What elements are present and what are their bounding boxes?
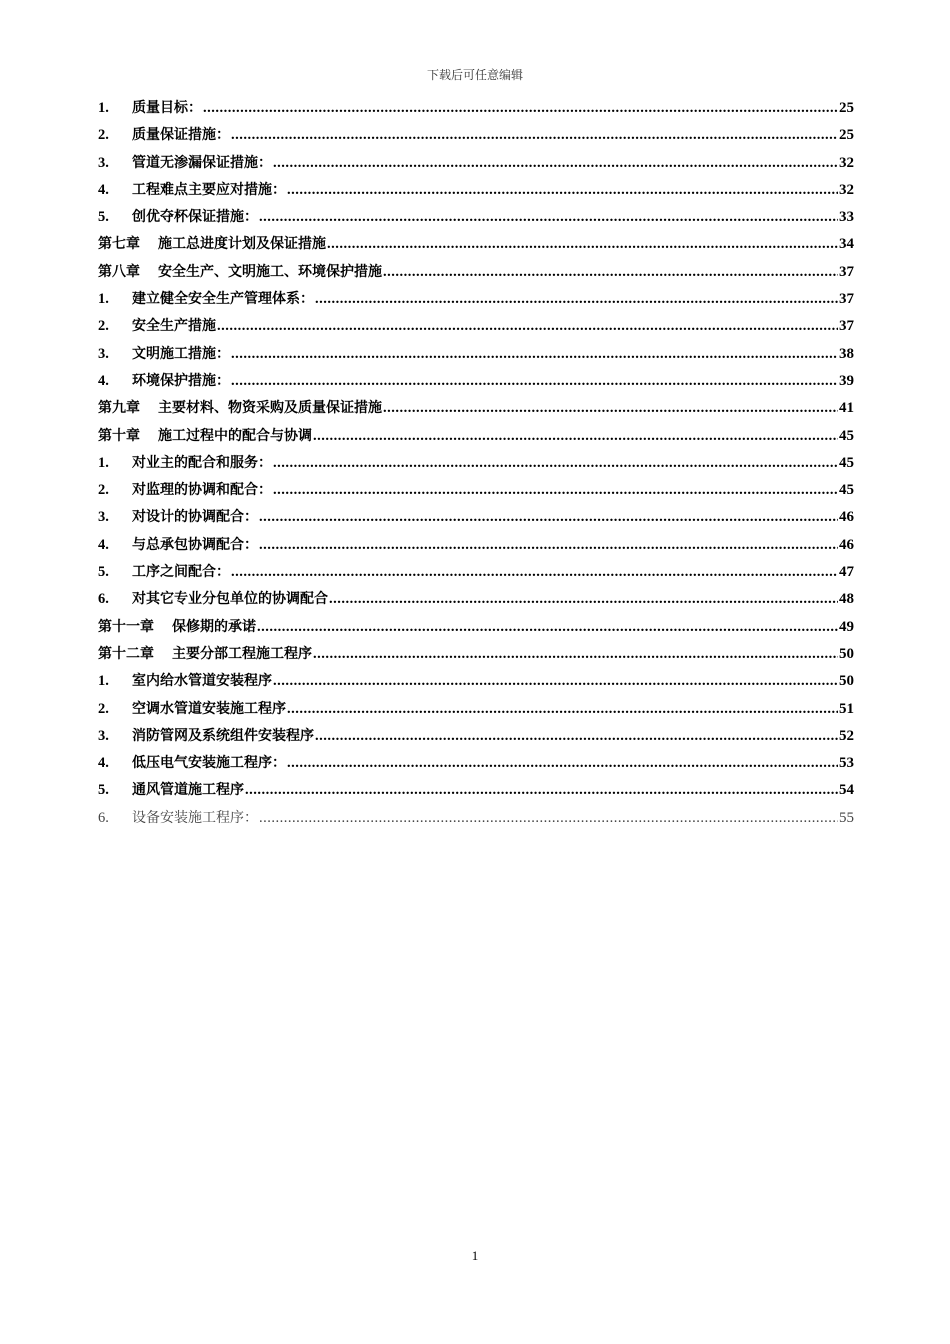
toc-entry-page: 37 [839,318,854,335]
toc-entry-number: 5. [98,564,109,581]
toc-section-entry[interactable] [98,696,854,723]
toc-dot-leader [287,696,838,723]
toc-section-entry[interactable] [98,586,854,613]
toc-section-entry[interactable] [98,532,854,559]
toc-entry-page: 41 [839,400,854,417]
toc-entry-page: 48 [839,591,854,608]
toc-section-entry[interactable] [98,150,854,177]
toc-entry-page: 46 [839,536,854,553]
toc-dot-leader [259,532,838,559]
toc-dot-leader [313,641,838,668]
toc-entry-number: 5. [98,209,109,226]
toc-entry-page: 32 [839,154,854,171]
toc-entry-number: 2. [98,482,109,499]
toc-dot-leader [203,95,838,122]
toc-dot-leader [257,614,838,641]
toc-entry-title: 质量保证措施： [132,127,230,144]
toc-entry-title: 工程难点主要应对措施： [132,181,286,198]
toc-entry-page: 45 [839,427,854,444]
toc-section-entry[interactable] [98,668,854,695]
toc-section-entry[interactable] [98,286,854,313]
toc-entry-page: 25 [839,127,854,144]
toc-entry-page: 50 [839,673,854,690]
toc-entry-title: 工序之间配合： [132,564,230,581]
toc-dot-leader [313,423,838,450]
toc-entry-number: 第十二章 [98,645,154,662]
toc-entry-page: 49 [839,618,854,635]
toc-entry-title: 质量目标： [132,100,202,116]
toc-entry-page: 32 [839,181,854,198]
toc-entry-title: 安全生产、文明施工、环境保护措施 [158,263,382,280]
toc-section-entry[interactable] [98,805,854,832]
toc-entry-number: 1. [98,291,109,308]
toc-entry-page: 52 [839,727,854,744]
toc-entry-number: 1. [98,673,109,690]
toc-entry-page: 50 [839,645,854,662]
toc-entry-page: 45 [839,454,854,471]
toc-entry-number: 3. [98,509,109,526]
toc-entry-page: 51 [839,700,854,717]
page-header: 下载后可任意编辑 [426,68,523,82]
toc-entry-number: 3. [98,154,109,171]
toc-entry-number: 第八章 [98,263,140,280]
toc-entry-title: 主要材料、物资采购及质量保证措施 [158,400,382,417]
toc-chapter-entry[interactable] [98,395,854,422]
toc-entry-title: 创优夺杯保证措施： [132,209,258,226]
toc-dot-leader [217,313,838,340]
toc-entry-title: 空调水管道安装施工程序 [132,700,286,717]
toc-dot-leader [259,504,838,531]
toc-entry-page: 39 [839,372,854,389]
toc-entry-number: 1. [98,100,109,116]
toc-entry-number: 2. [98,318,109,335]
toc-section-entry[interactable] [98,723,854,750]
table-of-contents [98,95,854,832]
toc-section-entry[interactable] [98,750,854,777]
toc-entry-number: 3. [98,345,109,362]
toc-dot-leader [287,177,838,204]
toc-entry-title: 环境保护措施： [132,372,230,389]
toc-entry-title: 保修期的承诺 [172,618,256,635]
toc-chapter-entry[interactable] [98,259,854,286]
toc-dot-leader [231,122,838,149]
toc-dot-leader [287,750,838,777]
toc-entry-page: 37 [839,263,854,280]
toc-chapter-entry[interactable] [98,423,854,450]
toc-entry-page: 46 [839,509,854,526]
toc-entry-number: 4. [98,372,109,389]
toc-entry-page: 55 [839,809,854,826]
toc-entry-title: 对设计的协调配合： [132,509,258,526]
toc-section-entry[interactable] [98,477,854,504]
toc-entry-page: 54 [839,782,854,799]
toc-entry-number: 3. [98,727,109,744]
toc-dot-leader [231,559,838,586]
toc-dot-leader [383,259,838,286]
toc-dot-leader [259,805,838,832]
toc-dot-leader [315,286,838,313]
toc-entry-number: 6. [98,591,109,608]
toc-dot-leader [245,777,838,804]
toc-entry-page: 45 [839,482,854,499]
toc-entry-number: 第七章 [98,236,140,253]
toc-section-entry[interactable] [98,504,854,531]
toc-entry-title: 施工过程中的配合与协调 [158,427,312,444]
toc-entry-title: 文明施工措施： [132,345,230,362]
toc-dot-leader [259,204,838,231]
toc-entry-page: 37 [839,291,854,308]
toc-chapter-entry[interactable] [98,231,854,258]
toc-section-entry[interactable] [98,95,854,122]
toc-entry-title: 通风管道施工程序 [132,782,244,799]
toc-entry-page: 25 [839,100,854,116]
toc-entry-number: 2. [98,127,109,144]
toc-dot-leader [273,150,838,177]
toc-dot-leader [315,723,838,750]
toc-dot-leader [273,450,838,477]
toc-dot-leader [273,477,838,504]
toc-entry-title: 安全生产措施 [132,318,216,335]
toc-section-entry[interactable] [98,777,854,804]
toc-entry-number: 1. [98,454,109,471]
toc-section-entry[interactable] [98,559,854,586]
toc-entry-number: 6. [98,809,109,826]
toc-dot-leader [231,368,838,395]
toc-entry-title: 设备安装施工程序： [132,809,258,826]
toc-entry-title: 建立健全安全生产管理体系： [132,291,314,308]
toc-dot-leader [273,668,838,695]
toc-entry-title: 与总承包协调配合： [132,536,258,553]
toc-entry-number: 5. [98,782,109,799]
toc-entry-number: 4. [98,181,109,198]
toc-entry-page: 38 [839,345,854,362]
toc-dot-leader [327,231,838,258]
toc-dot-leader [329,586,838,613]
toc-entry-number: 第九章 [98,400,140,417]
toc-entry-title: 对其它专业分包单位的协调配合 [132,591,328,608]
toc-chapter-entry[interactable] [98,641,854,668]
toc-entry-title: 低压电气安装施工程序： [132,755,286,772]
toc-dot-leader [383,395,838,422]
toc-dot-leader [231,341,838,368]
toc-entry-title: 施工总进度计划及保证措施 [158,236,326,253]
toc-entry-page: 53 [839,755,854,772]
toc-entry-title: 管道无渗漏保证措施： [132,154,272,171]
toc-section-entry[interactable] [98,177,854,204]
toc-entry-number: 2. [98,700,109,717]
toc-entry-title: 对监理的协调和配合： [132,482,272,499]
toc-section-entry[interactable] [98,313,854,340]
toc-section-entry[interactable] [98,204,854,231]
toc-section-entry[interactable] [98,450,854,477]
toc-entry-title: 主要分部工程施工程序 [172,645,312,662]
toc-entry-title: 室内给水管道安装程序 [132,673,272,690]
toc-entry-page: 34 [839,236,854,253]
toc-entry-title: 对业主的配合和服务： [132,454,272,471]
toc-entry-number: 4. [98,755,109,772]
toc-entry-page: 47 [839,564,854,581]
toc-entry-number: 第十一章 [98,618,154,635]
page-number: 1 [471,1248,479,1263]
toc-section-entry[interactable] [98,341,854,368]
toc-section-entry[interactable] [98,368,854,395]
toc-entry-title: 消防管网及系统组件安装程序 [132,727,314,744]
toc-section-entry[interactable] [98,122,854,149]
toc-chapter-entry[interactable] [98,614,854,641]
toc-entry-number: 4. [98,536,109,553]
toc-entry-page: 33 [839,209,854,226]
toc-entry-number: 第十章 [98,427,140,444]
